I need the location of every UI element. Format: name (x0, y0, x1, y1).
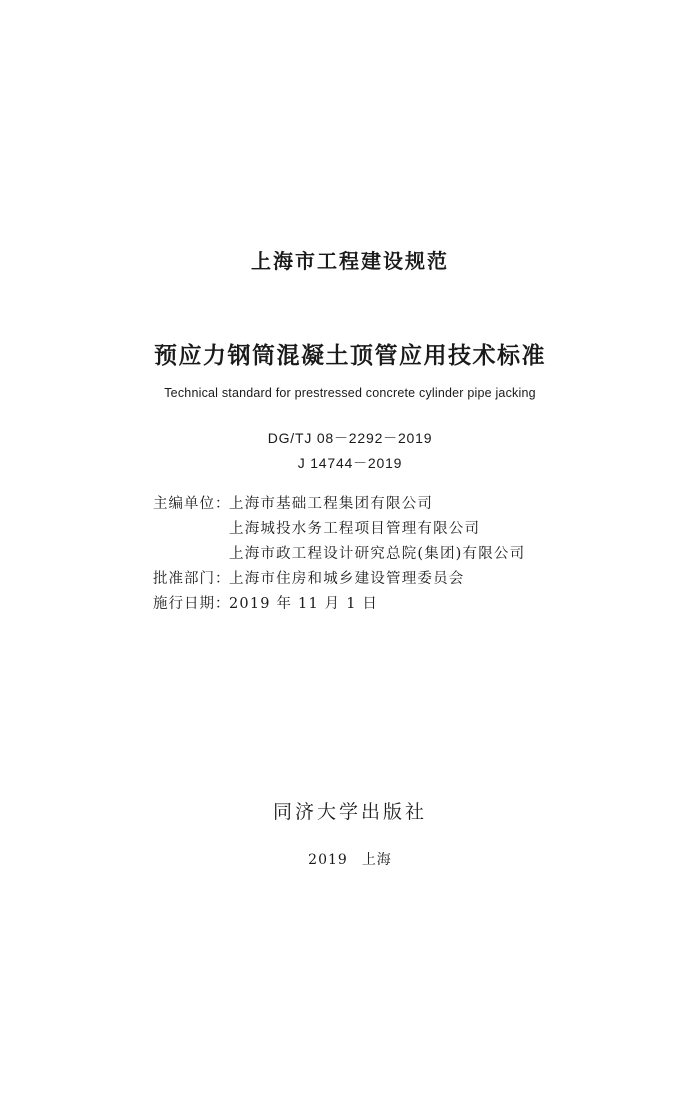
editor-row-1 (153, 492, 525, 517)
editor-unit: 上海市政工程设计研究总院(集团)有限公司 (229, 546, 526, 562)
publication-line (0, 849, 700, 869)
publisher-name: 同济大学出版社 (272, 801, 427, 823)
series-title: 上海市工程建设规范 (251, 249, 449, 273)
date-row (153, 592, 525, 617)
approver-label: 批准部门： (153, 571, 231, 587)
publication-city: 上海 (361, 852, 392, 868)
record-number: J 14744－2019 (297, 455, 403, 471)
publication-year: 2019 (308, 852, 348, 868)
date-label: 施行日期： (153, 596, 231, 612)
document-title-chinese: 预应力钢筒混凝土顶管应用技术标准 (154, 343, 546, 369)
approver-value: 上海市住房和城乡建设管理委员会 (229, 571, 465, 587)
editor-unit: 上海市基础工程集团有限公司 (229, 496, 434, 512)
editor-label: 主编单位： (153, 496, 231, 512)
effective-date: 2019 年 11 月 1 日 (229, 596, 379, 612)
editor-row-2 (153, 517, 525, 542)
document-title-english: Technical standard for prestressed concrete cylinder pipe jacking (164, 386, 536, 400)
editor-row-3 (153, 542, 525, 567)
editor-unit: 上海城投水务工程项目管理有限公司 (229, 521, 481, 537)
approver-row (153, 567, 525, 592)
info-block (153, 492, 525, 617)
standard-number: DG/TJ 08－2292－2019 (267, 430, 433, 446)
